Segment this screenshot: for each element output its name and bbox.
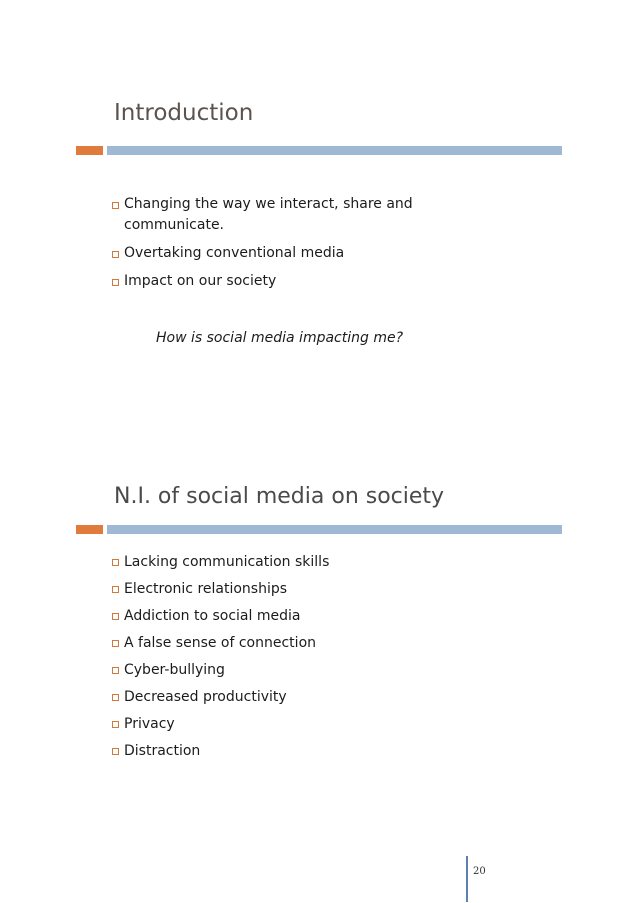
list-item-text: Distraction (124, 743, 201, 759)
list-item (113, 633, 329, 653)
list-item (113, 579, 329, 599)
title-rule-accent (76, 525, 103, 534)
page-number-divider (466, 856, 468, 902)
list-item-text: Lacking communication skills (124, 554, 330, 570)
slide-title: Introduction (114, 100, 254, 126)
square-bullet-icon (112, 613, 119, 620)
list-item (113, 687, 329, 707)
list-item-text: Overtaking conventional media (124, 245, 345, 261)
list-item-text-continued: communicate. (124, 217, 225, 233)
title-rule (107, 525, 562, 534)
square-bullet-icon (112, 667, 119, 674)
question-text: How is social media impacting me? (156, 330, 404, 346)
list-item (113, 552, 329, 572)
list-item-text: Decreased productivity (124, 689, 287, 705)
list-item (113, 741, 329, 761)
square-bullet-icon (112, 559, 119, 566)
list-item-text: Changing the way we interact, share and (124, 196, 413, 212)
page-number: 20 (473, 866, 486, 877)
slide-title: N.I. of social media on society (114, 484, 445, 509)
square-bullet-icon (112, 721, 119, 728)
list-item-text: Electronic relationships (124, 581, 288, 597)
bullet-list (113, 552, 329, 768)
list-item (113, 606, 329, 626)
list-item (113, 660, 329, 680)
list-item-text: Addiction to social media (124, 608, 301, 624)
list-item-text: Cyber-bullying (124, 662, 225, 678)
list-item-text: Privacy (124, 716, 175, 732)
square-bullet-icon (112, 586, 119, 593)
square-bullet-icon (112, 694, 119, 701)
square-bullet-icon (112, 748, 119, 755)
list-item-text: Impact on our society (124, 273, 277, 289)
list-item (113, 714, 329, 734)
square-bullet-icon (112, 640, 119, 647)
list-item-text: A false sense of connection (124, 635, 317, 651)
